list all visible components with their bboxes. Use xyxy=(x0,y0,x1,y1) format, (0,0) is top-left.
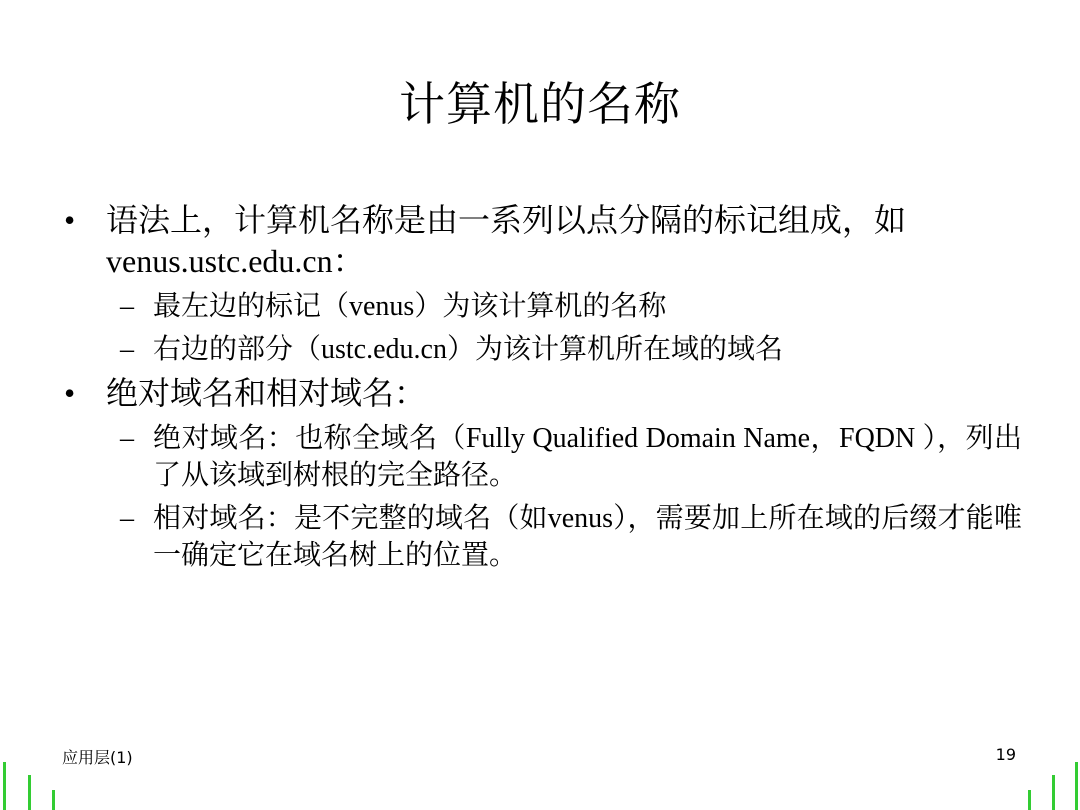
accent-bar xyxy=(1052,775,1055,810)
page-number: 19 xyxy=(995,745,1016,764)
sub-bullet-text: 最左边的标记（venus）为该计算机的名称 xyxy=(153,291,667,322)
dash-marker: – xyxy=(120,423,134,454)
slide-content xyxy=(62,200,1022,574)
sub-bullet-item xyxy=(62,500,1022,574)
accent-bar xyxy=(1075,762,1078,810)
slide-title: 计算机的名称 xyxy=(399,79,681,130)
bullet-text: 语法上，计算机名称是由一系列以点分隔的标记组成，如venus.ustc.edu.cn： xyxy=(106,202,907,279)
accent-bar xyxy=(28,775,31,810)
accent-bar xyxy=(52,790,55,810)
accent-bar xyxy=(1028,790,1031,810)
footer-chapter-label: 应用层(1) xyxy=(62,748,133,767)
bullet-marker: • xyxy=(64,375,76,411)
sub-bullet-text: 绝对域名：也称全域名（Fully Qualified Domain Name，FQDN ），列出了从该域到树根的完全路径。 xyxy=(153,423,1022,491)
sub-bullet-item xyxy=(62,288,1022,325)
sub-bullet-text: 相对域名：是不完整的域名（如venus），需要加上所在域的后缀才能唯一确定它在域名树上的位置。 xyxy=(153,503,1022,571)
sub-bullet-item xyxy=(62,331,1022,368)
accent-bar xyxy=(3,762,6,810)
sub-bullet-item xyxy=(62,420,1022,494)
bullet-item xyxy=(62,200,1022,282)
dash-marker: – xyxy=(120,503,134,534)
bullet-text: 绝对域名和相对域名： xyxy=(106,375,427,411)
bullet-item xyxy=(62,373,1022,414)
dash-marker: – xyxy=(120,334,134,365)
bullet-marker: • xyxy=(64,202,76,238)
dash-marker: – xyxy=(120,291,134,322)
sub-bullet-text: 右边的部分（ustc.edu.cn）为该计算机所在域的域名 xyxy=(153,334,783,365)
